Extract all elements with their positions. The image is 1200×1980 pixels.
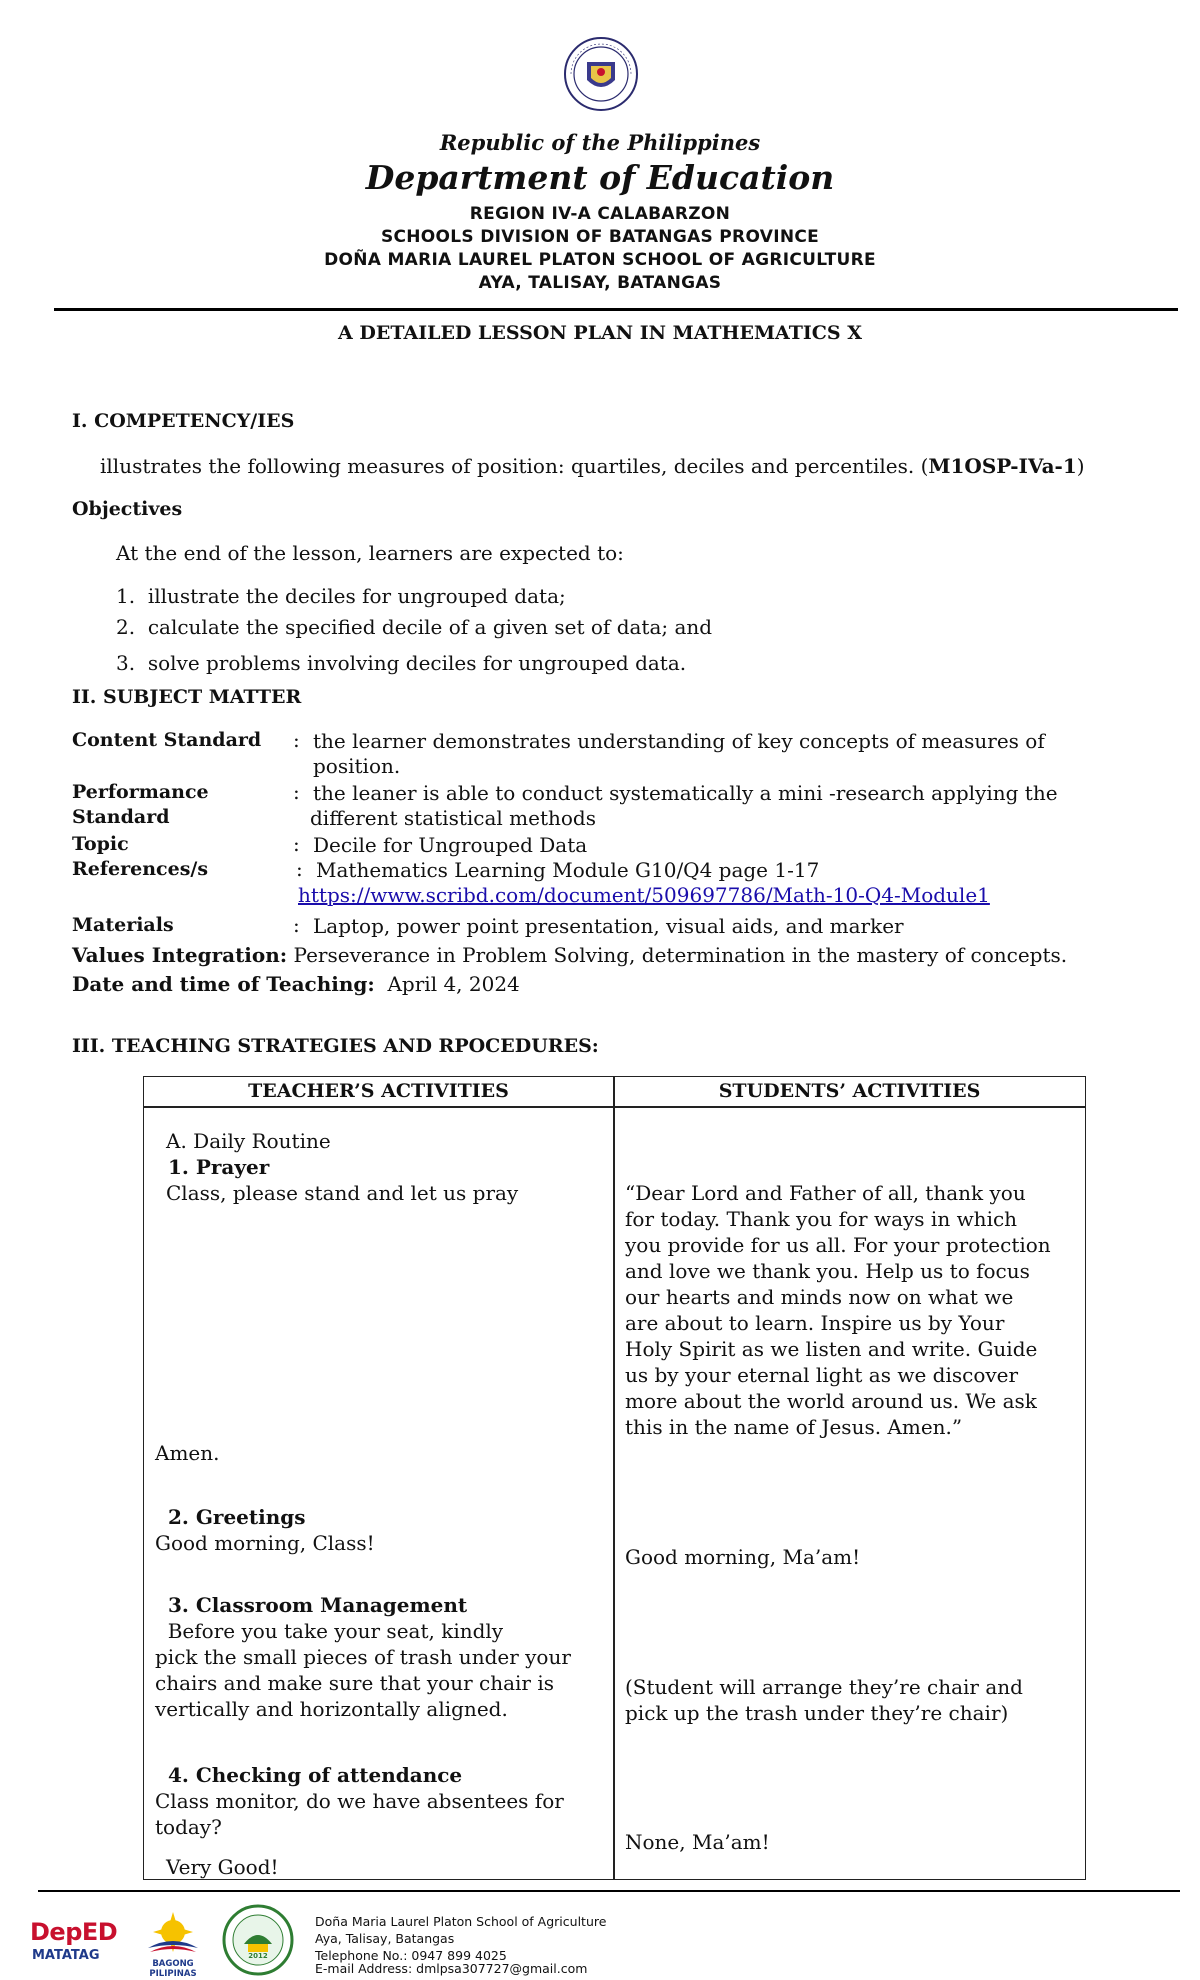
- objectives-heading: Objectives: [72, 498, 183, 520]
- prayer-line: and love we thank you. Help us to focus: [625, 1259, 1030, 1283]
- footer-divider: [38, 1890, 1180, 1892]
- classroom-teacher-line: pick the small pieces of trash under your: [155, 1645, 571, 1669]
- activities-table: [143, 1076, 1086, 1880]
- attendance-heading: 4. Checking of attendance: [168, 1763, 463, 1787]
- attendance-students: None, Ma’am!: [625, 1830, 770, 1854]
- greetings-teacher: Good morning, Class!: [155, 1531, 375, 1555]
- classroom-students-line: (Student will arrange they’re chair and: [625, 1675, 1023, 1699]
- classroom-teacher-line: chairs and make sure that your chair is: [155, 1671, 555, 1695]
- content-standard-line1: the learner demonstrates understanding of key concepts of measures of: [313, 729, 1045, 753]
- competency-code: M1OSP-IVa-1: [928, 454, 1077, 478]
- teacher-column-header: TEACHER’S ACTIVITIES: [248, 1080, 509, 1102]
- students-column-header: STUDENTS’ ACTIVITIES: [718, 1080, 981, 1102]
- competency-text: illustrates the following measures of position: quartiles, deciles and percentiles. (M1OSP-IVa-1): [100, 454, 1085, 478]
- colon: :: [296, 857, 303, 881]
- performance-label-2: Standard: [72, 806, 170, 828]
- colon: :: [293, 728, 300, 752]
- content-standard-label: Content Standard: [72, 729, 262, 751]
- colon: :: [293, 832, 300, 856]
- prayer-line: our hearts and minds now on what we: [625, 1285, 1014, 1309]
- bagong-pilipinas-logo: BAGONG PILIPINAS: [128, 1904, 218, 1976]
- prayer-line: Holy Spirit as we listen and write. Guide: [625, 1337, 1038, 1361]
- topic-value: Decile for Ungrouped Data: [313, 833, 588, 857]
- prayer-line: are about to learn. Inspire us by Your: [625, 1311, 1005, 1335]
- daily-routine: A. Daily Routine: [166, 1129, 331, 1153]
- references-value: Mathematics Learning Module G10/Q4 page 1-17: [316, 858, 820, 882]
- table-header-divider: [144, 1106, 1085, 1108]
- department-line: Department of Education: [365, 158, 835, 197]
- prayer-line: more about the world around us. We ask: [625, 1389, 1037, 1413]
- greetings-students: Good morning, Ma’am!: [625, 1545, 861, 1569]
- very-good: Very Good!: [166, 1855, 279, 1879]
- performance-label: Performance: [72, 781, 209, 803]
- competency-heading: I. COMPETENCY/IES: [72, 410, 295, 432]
- strategies-heading: III. TEACHING STRATEGIES AND RPOCEDURES:: [72, 1035, 599, 1057]
- header-divider: [54, 308, 1178, 311]
- values-integration: Values Integration: Perseverance in Problem Solving, determination in the mastery of concepts.: [72, 943, 1068, 967]
- prayer-line: “Dear Lord and Father of all, thank you: [625, 1181, 1026, 1205]
- deped-seal-icon: [563, 36, 639, 112]
- materials-label: Materials: [72, 914, 174, 936]
- region-line: REGION IV-A CALABARZON: [469, 204, 731, 224]
- objective-item: 3. solve problems involving deciles for ungrouped data.: [116, 651, 687, 675]
- sun-icon: [128, 1904, 218, 1956]
- prayer-line: us by your eternal light as we discover: [625, 1363, 1019, 1387]
- objective-item: 1. illustrate the deciles for ungrouped data;: [116, 584, 566, 608]
- footer-school-name: Doña Maria Laurel Platon School of Agriculture: [315, 1914, 607, 1929]
- classroom-teacher-line: vertically and horizontally aligned.: [155, 1697, 508, 1721]
- classroom-students-line: pick up the trash under they’re chair): [625, 1701, 1009, 1725]
- objectives-intro: At the end of the lesson, learners are expected to:: [116, 541, 624, 565]
- document-title: A DETAILED LESSON PLAN IN MATHEMATICS X: [338, 322, 862, 344]
- topic-label: Topic: [72, 833, 129, 855]
- amen: Amen.: [155, 1441, 220, 1465]
- colon: :: [293, 913, 300, 937]
- table-column-divider: [613, 1077, 615, 1879]
- prayer-line: this in the name of Jesus. Amen.”: [625, 1415, 963, 1439]
- division-line: SCHOOLS DIVISION OF BATANGAS PROVINCE: [380, 227, 820, 247]
- performance-line2: different statistical methods: [310, 806, 596, 830]
- content-standard-line2: position.: [313, 754, 401, 778]
- objective-item: 2. calculate the specified decile of a given set of data; and: [116, 615, 713, 639]
- date-of-teaching: Date and time of Teaching: April 4, 2024: [72, 972, 520, 996]
- footer-address: Aya, Talisay, Batangas: [315, 1931, 455, 1946]
- references-label: References/s: [72, 858, 209, 880]
- school-seal-icon: 2012: [222, 1904, 294, 1976]
- classroom-teacher-line: Before you take your seat, kindly: [155, 1619, 504, 1643]
- prayer-heading: 1. Prayer: [168, 1155, 270, 1179]
- subject-matter-heading: II. SUBJECT MATTER: [72, 686, 302, 708]
- prayer-line: for today. Thank you for ways in which: [625, 1207, 1018, 1231]
- footer-email: E-mail Address: dmlpsa307727@gmail.com: [315, 1961, 588, 1976]
- address-line: AYA, TALISAY, BATANGAS: [478, 273, 722, 293]
- classroom-heading: 3. Classroom Management: [168, 1593, 468, 1617]
- attendance-teacher-line: today?: [155, 1815, 222, 1839]
- attendance-teacher-line: Class monitor, do we have absentees for: [155, 1789, 564, 1813]
- performance-line1: the leaner is able to conduct systematically a mini -research applying the: [313, 781, 1058, 805]
- footer-telephone: Telephone No.: 0947 899 4025: [315, 1948, 507, 1963]
- deped-matatag-logo: DepED MATATAG: [30, 1918, 118, 1963]
- school-line: DOÑA MARIA LAUREL PLATON SCHOOL OF AGRICULTURE: [324, 250, 876, 270]
- colon: :: [293, 780, 300, 804]
- republic-line: Republic of the Philippines: [439, 130, 761, 155]
- materials-value: Laptop, power point presentation, visual aids, and marker: [313, 914, 904, 938]
- prayer-line: you provide for us all. For your protection: [625, 1233, 1051, 1257]
- prayer-teacher: Class, please stand and let us pray: [166, 1181, 519, 1205]
- reference-link[interactable]: https://www.scribd.com/document/509697786/Math-10-Q4-Module1: [298, 883, 990, 907]
- greetings-heading: 2. Greetings: [168, 1505, 306, 1529]
